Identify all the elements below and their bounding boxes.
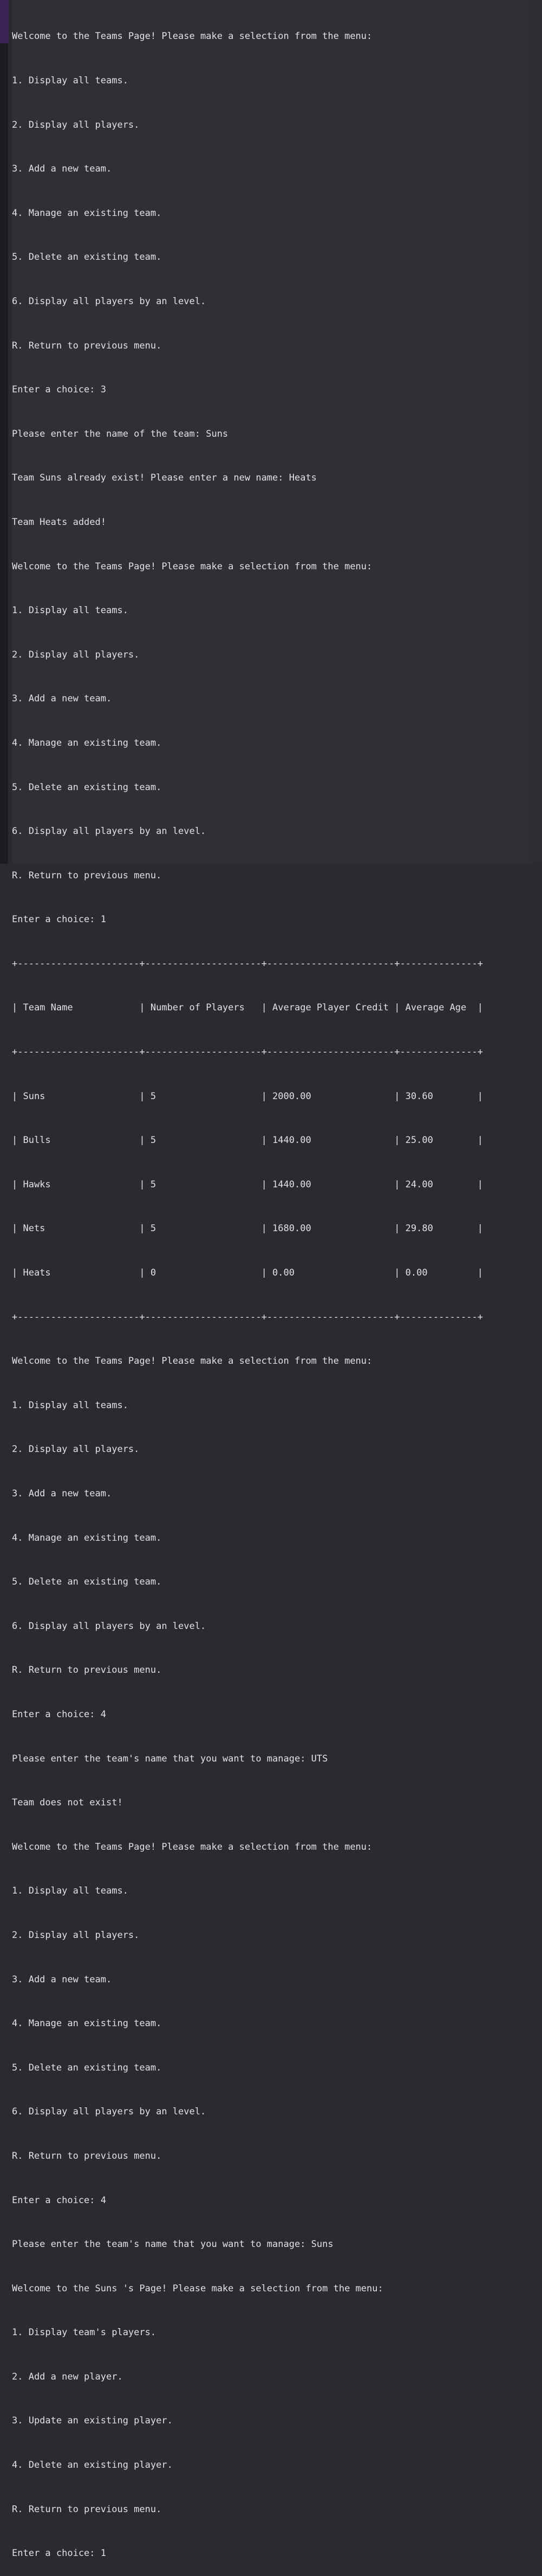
terminal-line: 6. Display all players by an level.: [12, 1620, 206, 1632]
table-row: | Heats | 0 | 0.00 | 0.00 |: [12, 1267, 483, 1279]
terminal-input-line: Enter a choice: 1: [12, 2548, 106, 2559]
terminal-line: 5. Delete an existing team.: [12, 1576, 162, 1588]
terminal-line: 4. Manage an existing team.: [12, 1532, 162, 1543]
terminal-line: R. Return to previous menu.: [12, 1665, 162, 1676]
terminal-line: 3. Add a new team.: [12, 693, 112, 705]
terminal-line: R. Return to previous menu.: [12, 2503, 162, 2515]
gutter-accent: [0, 0, 8, 43]
table-row: | Bulls | 5 | 1440.00 | 25.00 |: [12, 1135, 483, 1146]
table-header-row: | Team Name | Number of Players | Average Player Credit | Average Age |: [12, 1002, 483, 1014]
table-border-top: +----------------------+---------------------+-----------------------+--------------+: [12, 958, 483, 969]
terminal-line: 3. Add a new team.: [12, 163, 112, 175]
terminal-input-line: Please enter the name of the team: Suns: [12, 428, 228, 439]
terminal-input-line: Enter a choice: 4: [12, 1708, 106, 1720]
terminal-line: 6. Display all players by an level.: [12, 826, 206, 837]
terminal-input-line: Team Suns already exist! Please enter a new name: Heats: [12, 472, 317, 484]
terminal-line: 1. Display all teams.: [12, 605, 128, 616]
terminal-line: 2. Display all players.: [12, 119, 140, 130]
terminal-line: Welcome to the Suns 's Page! Please make a selection from the menu:: [12, 2283, 383, 2294]
terminal-line: 3. Add a new team.: [12, 1974, 112, 1985]
terminal-line: 1. Display team's players.: [12, 2327, 156, 2338]
terminal-line: 5. Delete an existing team.: [12, 781, 162, 793]
terminal-line: 2. Add a new player.: [12, 2371, 123, 2382]
terminal-line: 4. Manage an existing team.: [12, 207, 162, 219]
terminal-line: 3. Update an existing player.: [12, 2415, 173, 2427]
terminal-line: Team does not exist!: [12, 1797, 123, 1809]
terminal-line: 6. Display all players by an level.: [12, 295, 206, 307]
terminal-line: 1. Display all teams.: [12, 1399, 128, 1411]
terminal-line: 1. Display all teams.: [12, 75, 128, 86]
table-row: | Nets | 5 | 1680.00 | 29.80 |: [12, 1223, 483, 1234]
terminal-line: R. Return to previous menu.: [12, 870, 162, 881]
terminal-line: 5. Delete an existing team.: [12, 252, 162, 263]
table-border-header: +----------------------+---------------------+-----------------------+--------------+: [12, 1047, 483, 1058]
terminal-input-line: Please enter the team's name that you want to manage: UTS: [12, 1753, 328, 1764]
terminal-line: R. Return to previous menu.: [12, 340, 162, 351]
terminal-line: 2. Display all players.: [12, 649, 140, 660]
terminal-line: Welcome to the Teams Page! Please make a selection from the menu:: [12, 1356, 373, 1367]
terminal-line: 4. Manage an existing team.: [12, 2018, 162, 2029]
terminal-line: Welcome to the Teams Page! Please make a selection from the menu:: [12, 561, 373, 572]
terminal-line: 5. Delete an existing team.: [12, 2062, 162, 2073]
terminal-input-line: Please enter the team's name that you want to manage: Suns: [12, 2239, 334, 2250]
table-border-bottom: +----------------------+---------------------+-----------------------+--------------+: [12, 1311, 483, 1323]
table-row: | Hawks | 5 | 1440.00 | 24.00 |: [12, 1179, 483, 1190]
left-gutter: [0, 0, 8, 864]
terminal-input-line: Enter a choice: 3: [12, 384, 106, 396]
terminal-line: 4. Manage an existing team.: [12, 737, 162, 748]
terminal-line: 2. Display all players.: [12, 1444, 140, 1455]
scrollbar-track[interactable]: [532, 0, 542, 864]
terminal-line: 3. Add a new team.: [12, 1488, 112, 1499]
terminal-line: 6. Display all players by an level.: [12, 2106, 206, 2118]
terminal-line: Team Heats added!: [12, 516, 106, 528]
terminal-input-line: Enter a choice: 1: [12, 914, 106, 925]
terminal-line: R. Return to previous menu.: [12, 2150, 162, 2161]
terminal-line: 4. Delete an existing player.: [12, 2460, 173, 2471]
terminal-input-line: Enter a choice: 4: [12, 2194, 106, 2206]
terminal-line: Welcome to the Teams Page! Please make a selection from the menu:: [12, 31, 373, 42]
terminal-line: 1. Display all teams.: [12, 1885, 128, 1897]
terminal-line: 2. Display all players.: [12, 1929, 140, 1941]
table-row: | Suns | 5 | 2000.00 | 30.60 |: [12, 1090, 483, 1102]
terminal-line: Welcome to the Teams Page! Please make a selection from the menu:: [12, 1841, 373, 1852]
terminal-output[interactable]: [12, 0, 531, 2559]
